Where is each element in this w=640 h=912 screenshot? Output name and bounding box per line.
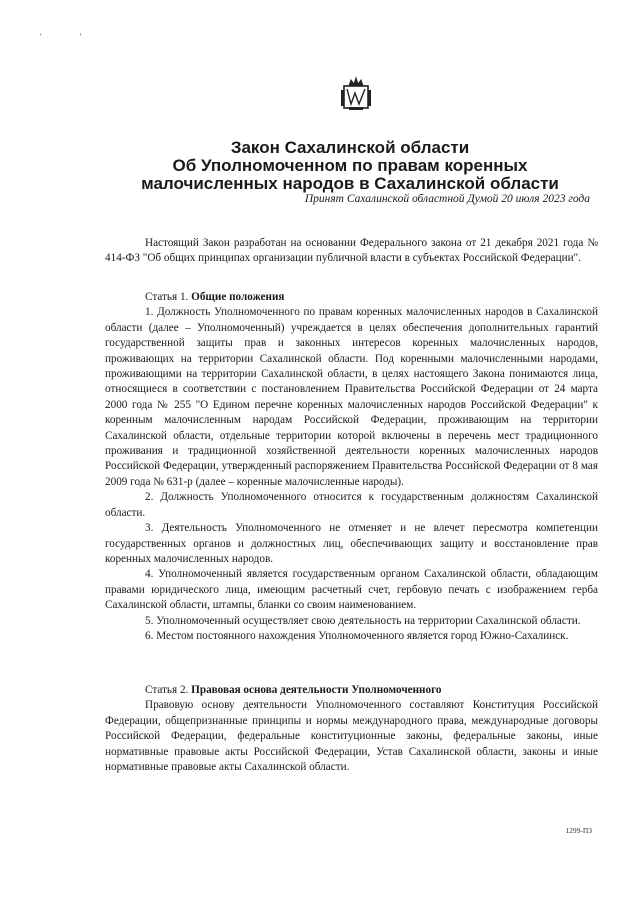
article-2-paragraph-1: Правовую основу деятельности Уполномоченного составляют Конституция Российской Федерации, общепризнанные принципы и нормы международного права, международные договоры Российской Федерации, федеральные конституционные законы, федеральные законы, иные нормативные правовые акты Российской Федерации, Устав Сахалинской области, законы и иные нормативные правовые акты Сахалинской области.	[105, 699, 598, 774]
law-title-line-3: малочисленных народов в Сахалинской области	[141, 174, 559, 193]
article-1-heading	[105, 290, 598, 305]
article-2	[105, 683, 598, 775]
document-code: 1299-ПЗ	[565, 826, 592, 835]
law-title-line-2: Об Уполномоченном по правам коренных	[172, 156, 528, 175]
scan-marks: ' '	[40, 32, 100, 42]
article-1-title: Общие положения	[191, 291, 285, 303]
intro-paragraph: Настоящий Закон разработан на основании Федерального закона от 21 декабря 2021 года № 414-ФЗ "Об общих принципах организации публичной власти в субъектах Российской Федерации".	[105, 237, 598, 265]
coat-of-arms-icon	[341, 76, 371, 112]
article-1-paragraph-5: 5. Уполномоченный осуществляет свою деятельность на территории Сахалинской области.	[145, 614, 581, 627]
adoption-note: Принят Сахалинской областной Думой 20 июля 2023 года	[304, 193, 590, 205]
article-1-paragraph-2: 2. Должность Уполномоченного относится к государственным должностям Сахалинской области.	[105, 491, 598, 519]
article-2-title: Правовая основа деятельности Уполномоченного	[191, 684, 442, 696]
article-1-paragraph-1: 1. Должность Уполномоченного по правам коренных малочисленных народов в Сахалинской области (далее – Уполномоченный) учреждается в целях обеспечения дополнительных гарантий государственной защиты прав и законных интересов коренных малочисленных народов, проживающих на территории Сахалинской области. Под коренными малочисленными народами, проживающими на территории Сахалинской области, в целях настоящего Закона понимаются лица, относящиеся в соответствии с постановлением Правительства Российской Федерации от 24 марта 2000 года № 255 "О Едином перечне коренных малочисленных народов Российской Федерации" к коренным малочисленным народам Российской Федерации, проживающим на территории Сахалинской области, отдельные территории которой включены в перечень мест традиционного проживания и традиционной хозяйственной деятельности коренных малочисленных народов Российской Федерации, утвержденный распоряжением Правительства Российской Федерации от 8 мая 2009 года № 631-р (далее – коренные малочисленные народы).	[105, 306, 598, 488]
article-1-paragraph-4: 4. Уполномоченный является государственным органом Сахалинской области, обладающим правами юридического лица, имеющим расчетный счет, гербовую печать с изображением герба Сахалинской области, штампы, бланки со своим наименованием.	[105, 568, 598, 612]
law-title-line-1: Закон Сахалинской области	[230, 138, 470, 157]
article-2-heading	[105, 683, 598, 698]
article-1	[105, 290, 598, 644]
article-2-prefix: Статья 2.	[145, 684, 192, 696]
article-1-paragraph-3: 3. Деятельность Уполномоченного не отменяет и не влечет пересмотра компетенции государственных органов и должностных лиц, обеспечивающих защиту и восстановление прав коренных малочисленных народов.	[105, 522, 598, 565]
article-1-paragraph-6: 6. Местом постоянного нахождения Уполномоченного является город Южно-Сахалинск.	[145, 629, 569, 642]
article-1-prefix: Статья 1.	[145, 291, 192, 303]
